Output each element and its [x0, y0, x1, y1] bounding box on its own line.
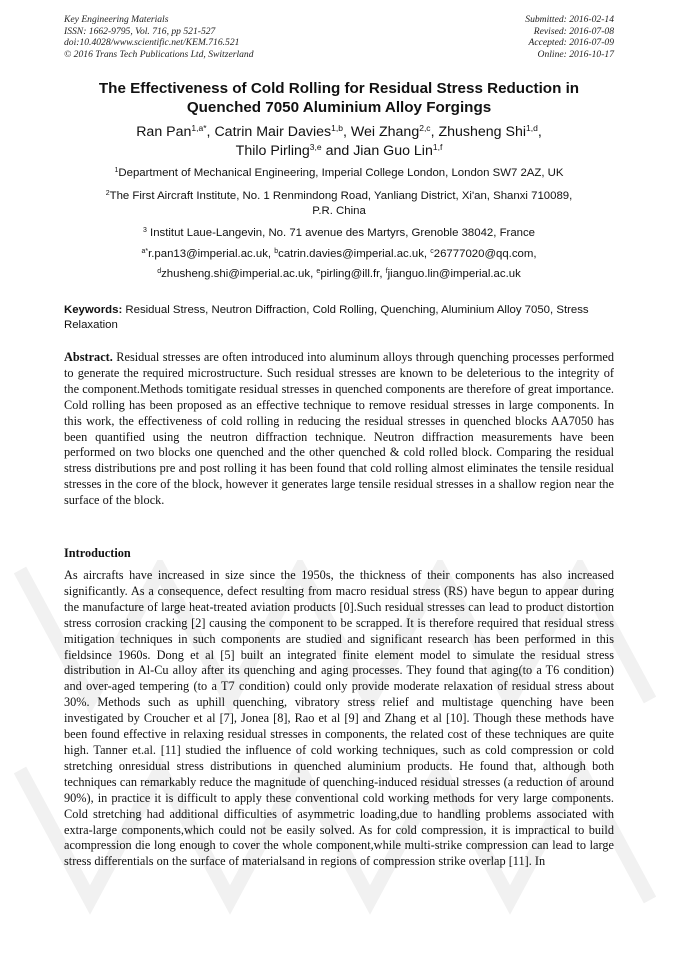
author-line-2 [40, 142, 638, 161]
author-separator: , [342, 124, 347, 140]
abstract-label: Abstract. [64, 350, 113, 364]
author-sup: 1,f [432, 141, 443, 152]
author-separator: , [430, 124, 435, 140]
author-list [40, 123, 638, 160]
accepted-date: Accepted: 2016-07-09 [528, 37, 614, 49]
introduction-paragraph: As aircrafts have increased in size since the 1950s, the thickness of their components has also increased significantly. As a consequence, defect resulting from macro residual stress (RS) have begun to appear during the manufacture of large heat-treated aviation products [0].Such residual stresses can lead to product distortion stress corrosion cracking [2] causing the component to be scrapped. It is therefore required that residual stress mitigation techniques in such components are studied and significant research has been performed in this fieldsince 1960s. Dong et al [5] built an integrated finite element model to simulate the residual stress distribution in Al-Cu alloy after its quenching and aging processes. They found that aging(to a T6 condition) and over-aged tempering (to a T7 condition) could only provide moderate relaxation of residual stress about 30%. Methods such as uphill quenching, vibratory stress relief and multistage quenching have been investigated by Croucher et al [7], Jonea [8], Rao et al [9] and Zhang et al [10]. Though these methods have been found effective in relaxing residual stresses in components, the related cost of these techniques are quite high. Tanner et.al. [11] studied the influence of cold working techniques, such as cold compression or cold stretching onresidual stress distributions in quenched aluminium products. He found that, although both techniques can remarkably reduce the magnitude of quenching-induced residual stresses (a reduction of around 90%), in practice it is difficult to apply these conventional cold working methods for very large components. Cold stretching had additional difficulties of asymmetric loading,due to handling problems associated with extra-large components,which could not be easily solved. As for cold compression, it is impractical to build acompression die long enough to cover the whole component,while multi-strike compression can lead to large stress differentials on the surface of materialsand in regions of compression strike overlap [11]. In [64, 568, 614, 869]
publication-dates [525, 14, 614, 60]
affiliation-2 [40, 189, 638, 218]
journal-doi: doi:10.4028/www.scientific.net/KEM.716.521 [64, 37, 240, 49]
email-link[interactable]: 26777020@qq.com, [433, 248, 537, 260]
author-sup: 1,a* [191, 123, 207, 133]
author-name: Jian Guo Lin [353, 142, 433, 159]
author-sup: 1,b [331, 123, 343, 133]
author-sup: 1,d [526, 123, 538, 133]
affiliation-3 [40, 226, 638, 241]
email-link[interactable]: catrin.davies@imperial.ac.uk, [278, 248, 431, 260]
email-sup: c [430, 248, 434, 255]
email-sup: b [274, 248, 279, 255]
author-sup: 2,c [419, 123, 431, 133]
author-name: Wei Zhang [350, 124, 420, 140]
affiliation-sup: 3 [142, 227, 147, 234]
title-line-2: Quenched 7050 Aluminium Alloy Forgings [186, 99, 492, 116]
author-name: Ran Pan [136, 124, 192, 140]
author-name: Thilo Pirling [235, 142, 310, 159]
author-separator: , [206, 124, 211, 140]
author-separator: , [537, 124, 542, 140]
affiliation-sup: 2 [105, 190, 110, 197]
email-link[interactable]: pirling@ill.fr, [320, 268, 386, 280]
affiliation-text: Department of Mechanical Engineering, Imperial College London, London SW7 2AZ, UK [118, 167, 564, 179]
revised-date: Revised: 2016-07-08 [533, 25, 614, 37]
email-sup: f [385, 268, 388, 275]
email-link[interactable]: jianguo.lin@imperial.ac.uk [387, 268, 521, 280]
introduction-heading: Introduction [64, 546, 131, 560]
affiliation-text: Institut Laue-Langevin, No. 71 avenue des Martyrs, Grenoble 38042, France [146, 227, 536, 239]
journal-issn: ISSN: 1662-9795, Vol. 716, pp 521-527 [64, 25, 216, 37]
affiliation-text: The First Aircraft Institute, No. 1 Renmindong Road, Yanliang District, Xi'an, Shanxi 710089, [109, 190, 573, 202]
keywords-text: Residual Stress, Neutron Diffraction, Cold Rolling, Quenching, Aluminium Alloy 7050, Stress Relaxation [64, 304, 592, 331]
journal-copyright: © 2016 Trans Tech Publications Ltd, Switzerland [64, 48, 254, 60]
email-sup: d [157, 268, 162, 275]
author-name: Zhusheng Shi [438, 124, 527, 140]
affiliation-1 [40, 166, 638, 181]
keywords-section [64, 303, 614, 333]
affiliation-text: P.R. China [312, 204, 366, 217]
email-sup: e [316, 268, 321, 275]
author-name: Catrin Mair Davies [214, 124, 332, 140]
title-line-1: The Effectiveness of Cold Rolling for Residual Stress Reduction in [98, 80, 580, 97]
email-line-2 [40, 267, 638, 282]
author-separator: and [321, 142, 354, 159]
submitted-date: Submitted: 2016-02-14 [525, 14, 614, 25]
email-sup: a* [141, 248, 149, 255]
journal-name: Key Engineering Materials [64, 14, 169, 25]
abstract-text: Residual stresses are often introduced into aluminum alloys through quenching processes performed to generate the required microstructure. Such residual stresses are known to be deleterious to the integrity of the component.Methods tomitigate residual stresses in quenched components are therefore of great importance. Cold rolling has been proposed as an effective technique to remove residual stresses in large components. In this work, the effectiveness of cold rolling in reducing the residual stresses in quenched blocks AA7050 has been quantified using the neutron diffraction technique. Neutron diffraction measurements have been performed on two blocks one quenched and the other quenched & cold rolled block. Comparing the residual stress distributions pre and post rolling it has been found that cold rolling almost eliminates the tensile residual stresses in the core of the block, however it generates large tensile residual stresses in a shallow region near the surface of the block. [64, 350, 618, 508]
journal-info [64, 14, 254, 60]
email-link[interactable]: zhusheng.shi@imperial.ac.uk, [161, 268, 317, 280]
abstract-paragraph [64, 350, 618, 509]
author-sup: 3,e [309, 141, 322, 152]
keywords-label: Keywords: [64, 304, 123, 316]
online-date: Online: 2016-10-17 [537, 48, 614, 60]
paper-title [40, 79, 638, 117]
author-line-1 [40, 123, 638, 142]
email-line-1 [40, 247, 638, 262]
email-link[interactable]: r.pan13@imperial.ac.uk, [148, 248, 275, 260]
affiliation-sup: 1 [114, 167, 119, 174]
